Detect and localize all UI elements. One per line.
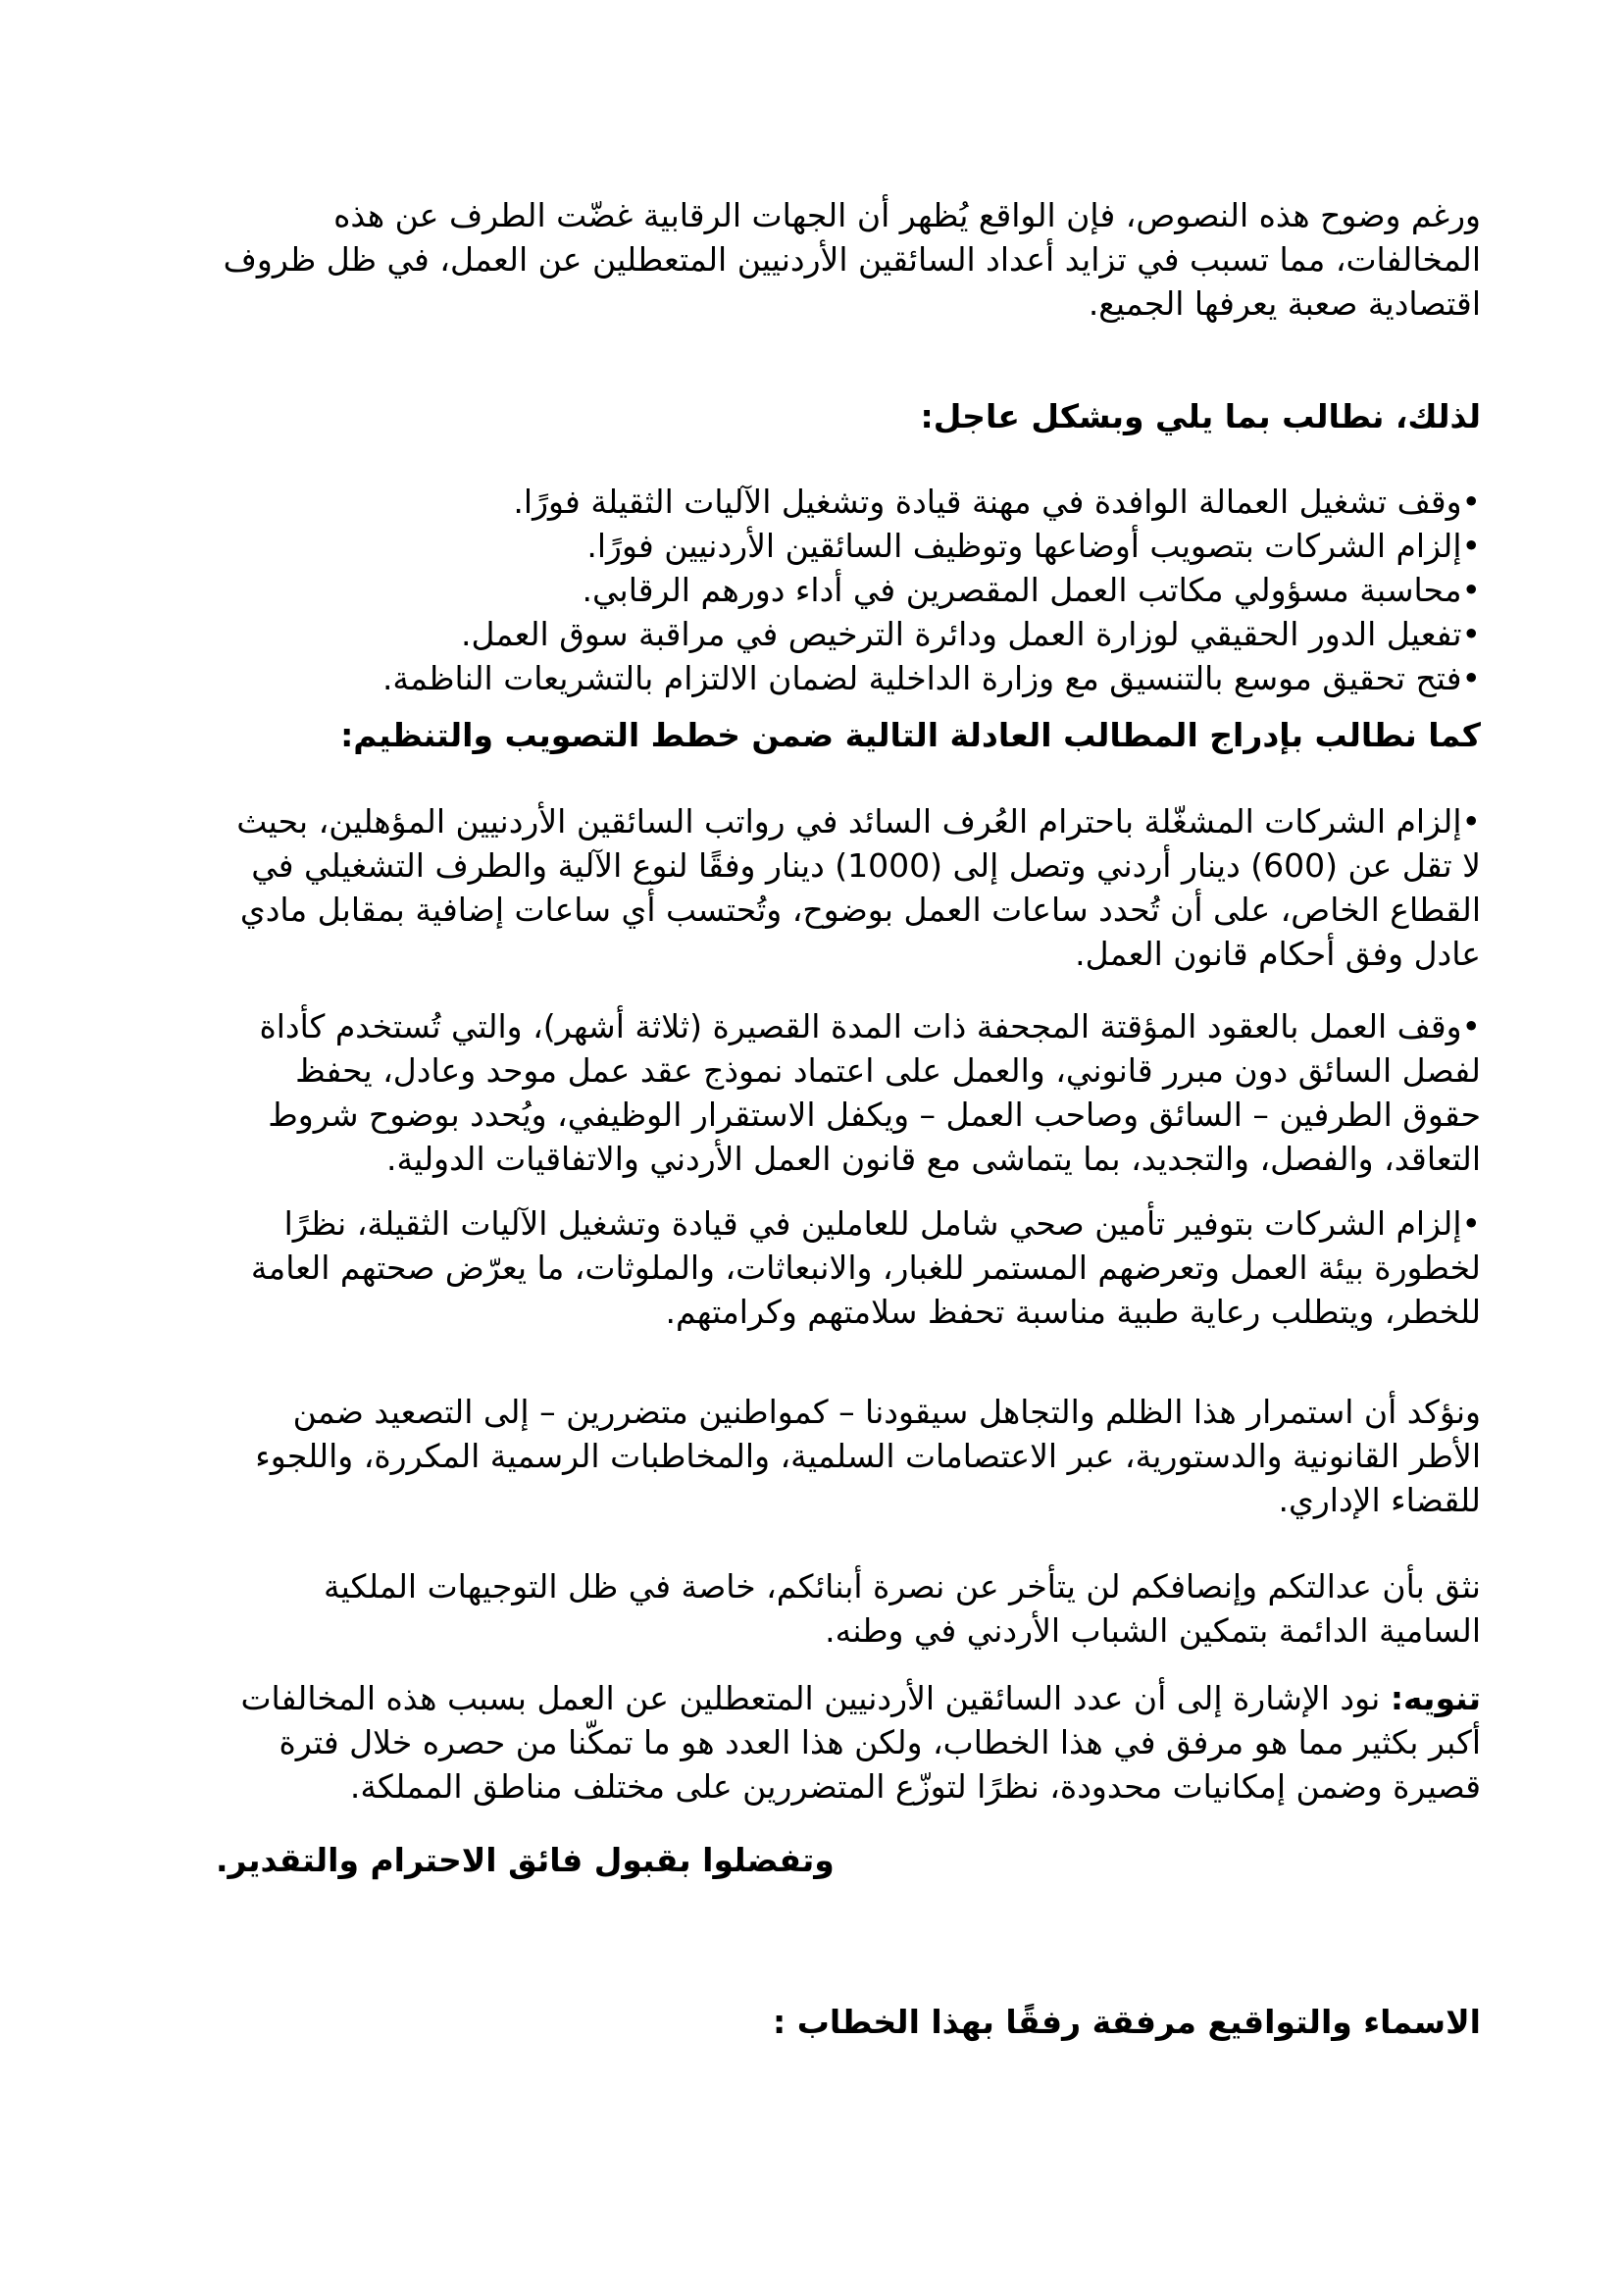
list-item: • إلزام الشركات بتصويب أوضاعها وتوظيف السائقين الأردنيين فورًا.	[216, 524, 1481, 568]
urgent-demands-list	[216, 480, 1481, 700]
list-item: • فتح تحقيق موسع بالتنسيق مع وزارة الداخلية لضمان الالتزام بالتشريعات الناظمة.	[216, 656, 1481, 700]
closing-line: وتفضلوا بقبول فائق الاحترام والتقدير.	[216, 1841, 835, 1879]
note-paragraph	[216, 1676, 1481, 1809]
list-item: • إلزام الشركات المشغّلة باحترام العُرف السائد في رواتب السائقين الأردنيين المؤهلين، بحيث لا تقل عن (600) دينار أردني وتصل إلى (1000) دينار وفقًا لنوع الآلية والطرف التشغيلي في القطاع الخاص، على أن تُحدد ساعات العمل بوضوح، وتُحتسب أي ساعات إضافية بمقابل مادي عادل وفق أحكام قانون العمل.	[216, 799, 1481, 976]
trust-paragraph: نثق بأن عدالتكم وإنصافكم لن يتأخر عن نصرة أبنائكم، خاصة في ظل التوجيهات الملكية السامية الدائمة بتمكين الشباب الأردني في وطنه.	[323, 1567, 1481, 1650]
fair-demands-list	[216, 799, 1481, 1334]
list-item: • وقف تشغيل العمالة الوافدة في مهنة قيادة وتشغيل الآليات الثقيلة فورًا.	[216, 480, 1481, 524]
note-text: نود الإشارة إلى أن عدد السائقين الأردنيين المتعطلين عن العمل بسبب هذه المخالفات أكبر بكثير مما هو مرفق في هذا الخطاب، ولكن هذا العدد هو ما تمكّنا من حصره خلال فترة قصيرة وضمن إمكانيات محدودة، نظرًا لتوزّع المتضررين على مختلف مناطق المملكة.	[240, 1679, 1481, 1806]
escalation-paragraph: ونؤكد أن استمرار هذا الظلم والتجاهل سيقودنا – كمواطنين متضررين – إلى التصعيد ضمن الأطر القانونية والدستورية، عبر الاعتصامات السلمية، والمخاطبات الرسمية المكررة، واللجوء للقضاء الإداري.	[255, 1393, 1481, 1519]
urgent-demands-heading: لذلك، نطالب بما يلي وبشكل عاجل:	[920, 397, 1481, 435]
list-item: • محاسبة مسؤولي مكاتب العمل المقصرين في أداء دورهم الرقابي.	[216, 568, 1481, 612]
fair-demands-heading: كما نطالب بإدراج المطالب العادلة التالية ضمن خطط التصويب والتنظيم:	[340, 716, 1481, 754]
signatures-note-line: الاسماء والتواقيع مرفقة رفقًا بهذا الخطاب :	[773, 2003, 1481, 2041]
note-label: تنويه:	[1390, 1679, 1481, 1717]
intro-paragraph: ورغم وضوح هذه النصوص، فإن الواقع يُظهر أن الجهات الرقابية غضّت الطرف عن هذه المخالفات، مما تسبب في تزايد أعداد السائقين الأردنيين المتعطلين عن العمل، في ظل ظروف اقتصادية صعبة يعرفها الجميع.	[223, 196, 1481, 323]
letter-content	[216, 0, 1481, 2044]
list-item: • إلزام الشركات بتوفير تأمين صحي شامل للعاملين في قيادة وتشغيل الآليات الثقيلة، نظرًا لخطورة بيئة العمل وتعرضهم المستمر للغبار، والانبعاثات، والملوثات، ما يعرّض صحتهم العامة للخطر، ويتطلب رعاية طبية مناسبة تحفظ سلامتهم وكرامتهم.	[216, 1201, 1481, 1334]
list-item: • وقف العمل بالعقود المؤقتة المجحفة ذات المدة القصيرة (ثلاثة أشهر)، والتي تُستخدم كأداة لفصل السائق دون مبرر قانوني، والعمل على اعتماد نموذج عقد عمل موحد وعادل، يحفظ حقوق الطرفين – السائق وصاحب العمل – ويكفل الاستقرار الوظيفي، ويُحدد بوضوح شروط التعاقد، والفصل، والتجديد، بما يتماشى مع قانون العمل الأردني والاتفاقيات الدولية.	[216, 1004, 1481, 1181]
list-item: • تفعيل الدور الحقيقي لوزارة العمل ودائرة الترخيص في مراقبة سوق العمل.	[216, 612, 1481, 656]
